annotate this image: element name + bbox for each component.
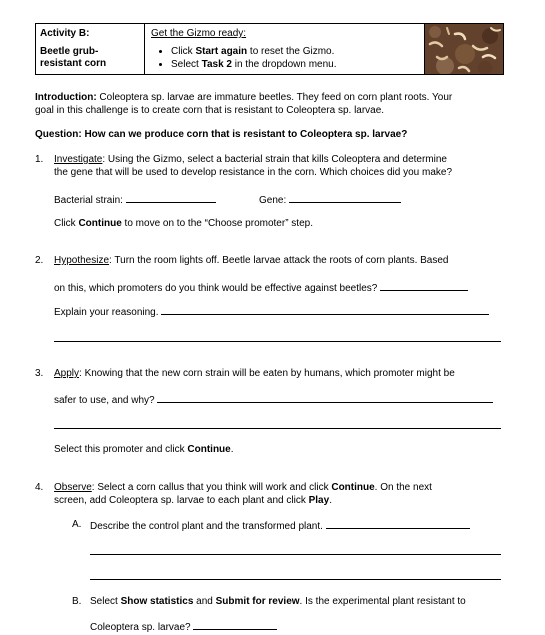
gene-field[interactable]: Gene: (259, 193, 401, 208)
gizmo-instructions-cell (145, 24, 425, 74)
question-heading: Question: How can we produce corn that is resistant to Coleoptera sp. larvae? (35, 129, 408, 140)
bacterial-strain-blank[interactable] (126, 193, 216, 203)
activity-title-line2: resistant corn (40, 58, 107, 69)
gizmo-ready-heading: Get the Gizmo ready: (151, 28, 247, 39)
q1-prompt: Investigate: Using the Gizmo, select a bacterial strain that kills Coleoptera and determine the gene that will be used to develop resistance in the corn. Which choices did you make? (54, 154, 453, 178)
q4a-prompt: Describe the control plant and the transformed plant. (90, 519, 470, 534)
q3-label: Apply (54, 368, 80, 379)
q4-label: Observe (54, 482, 92, 493)
q1-continue-instruction: Click Continue to move on to the “Choose promoter” step. (54, 218, 313, 229)
q4b-letter: B. (72, 596, 82, 607)
q3-prompt: Apply: Knowing that the new corn strain will be eaten by humans, which promoter might be (54, 368, 455, 379)
introduction-paragraph: Introduction: Coleoptera sp. larvae are immature beetles. They feed on corn plant roots. Your goal in this challenge is to create corn that is resistant to Coleoptera sp. larvae. (35, 92, 453, 116)
q3-select-instruction: Select this promoter and click Continue. (54, 444, 234, 455)
gizmo-step-2: • Select Task 2 in the dropdown menu. (171, 58, 424, 71)
q4-prompt: Observe: Select a corn callus that you think will work and click Continue. On the next screen, add Coleoptera sp. larvae to each plant and click Play. (54, 482, 432, 506)
activity-label: Activity B: (40, 28, 90, 39)
q3-answer-line[interactable] (54, 428, 501, 429)
larvae-photo (425, 24, 503, 74)
introduction-label: Introduction: (35, 92, 97, 103)
q4b-blank[interactable] (193, 620, 277, 630)
q2-explain-blank[interactable] (161, 305, 489, 315)
q3-safer-blank[interactable] (157, 393, 493, 403)
q3-number: 3. (35, 368, 44, 379)
q4a-blank[interactable] (326, 519, 470, 529)
q4-number: 4. (35, 482, 44, 493)
q2-explain-field: Explain your reasoning. (54, 305, 489, 320)
q4b-resistant-question: Coleoptera sp. larvae? (90, 620, 277, 635)
q2-promoters-question: on this, which promoters do you think would be effective against beetles? (54, 281, 468, 296)
gizmo-steps-list (151, 45, 424, 71)
q2-prompt: Hypothesize: Turn the room lights off. Beetle larvae attack the roots of corn plants. Based (54, 255, 449, 266)
q1-number: 1. (35, 154, 44, 165)
activity-title-cell (36, 24, 145, 74)
gene-blank[interactable] (289, 193, 401, 203)
q2-promoters-blank[interactable] (380, 281, 468, 291)
q4a-answer-line-2[interactable] (90, 579, 501, 580)
q4a-answer-line-1[interactable] (90, 554, 501, 555)
activity-header-box (35, 23, 504, 75)
q4a-letter: A. (72, 519, 82, 530)
q4b-prompt: Select Show statistics and Submit for review. Is the experimental plant resistant to (90, 596, 466, 607)
activity-title-line1: Beetle grub- (40, 46, 99, 57)
q2-label: Hypothesize (54, 255, 110, 266)
q2-answer-line[interactable] (54, 341, 501, 342)
bacterial-strain-field[interactable]: Bacterial strain: (54, 193, 216, 208)
q1-label: Investigate (54, 154, 103, 165)
gizmo-step-1: • Click Start again to reset the Gizmo. (171, 45, 424, 58)
q2-number: 2. (35, 255, 44, 266)
q3-safer-question: safer to use, and why? (54, 393, 493, 408)
